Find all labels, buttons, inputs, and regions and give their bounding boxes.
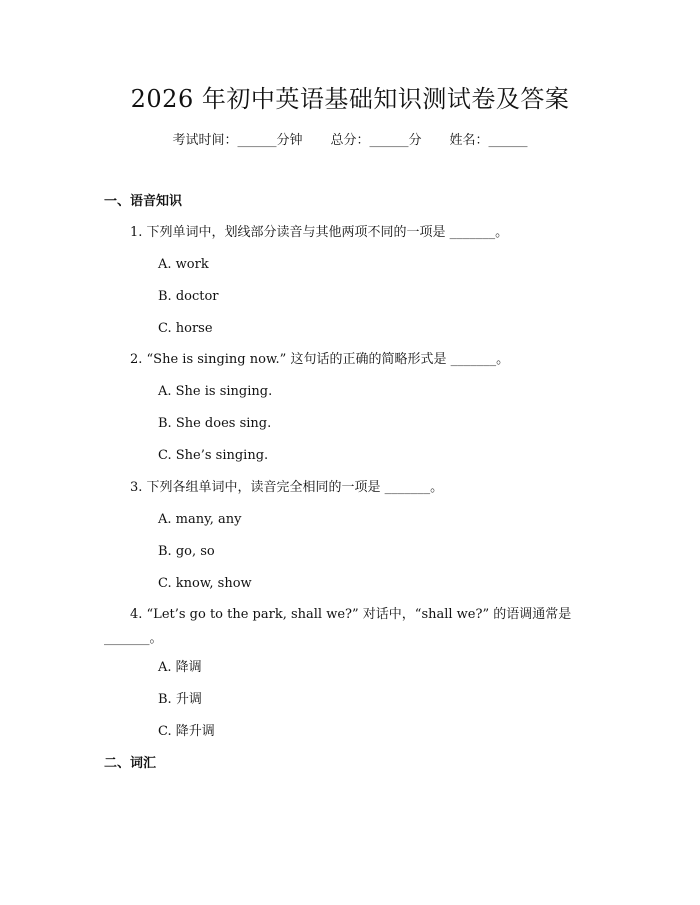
section-heading-phonetics: 一、语音知识 <box>104 194 183 209</box>
question-4-option-a: A. 降调 <box>158 660 202 675</box>
question-1-option-c: C. horse <box>158 321 213 336</box>
question-3-option-a: A. many, any <box>158 512 242 527</box>
exam-name-field: 姓名：______ <box>449 133 528 148</box>
question-2-option-a: A. She is singing. <box>158 384 273 399</box>
question-1: 1. 下列单词中，划线部分读音与其他两项不同的一项是 _______。 <box>130 225 509 240</box>
question-3-option-c: C. know, show <box>158 576 252 591</box>
question-3: 3. 下列各组单词中，读音完全相同的一项是 _______。 <box>130 480 444 495</box>
question-2-option-b: B. She does sing. <box>158 416 272 431</box>
question-1-option-a: A. work <box>158 257 209 272</box>
exam-meta <box>0 132 700 150</box>
question-2-option-c: C. She’s singing. <box>158 448 269 463</box>
exam-time: 考试时间：______分钟 <box>172 133 303 148</box>
section-heading-vocabulary: 二、词汇 <box>104 756 157 771</box>
exam-total-score: 总分：______分 <box>330 133 422 148</box>
question-1-option-b: B. doctor <box>158 289 219 304</box>
question-4-option-b: B. 升调 <box>158 692 202 707</box>
question-4: 4. “Let’s go to the park, shall we?” 对话中，“shall we?” 的语调通常是 _______。 <box>104 607 572 646</box>
question-2: 2. “She is singing now.” 这句话的正确的简略形式是 _______。 <box>130 352 510 367</box>
question-4-option-c: C. 降升调 <box>158 724 215 739</box>
question-3-option-b: B. go, so <box>158 544 215 559</box>
page-title: 2026 年初中英语基础知识测试卷及答案 <box>130 85 570 113</box>
